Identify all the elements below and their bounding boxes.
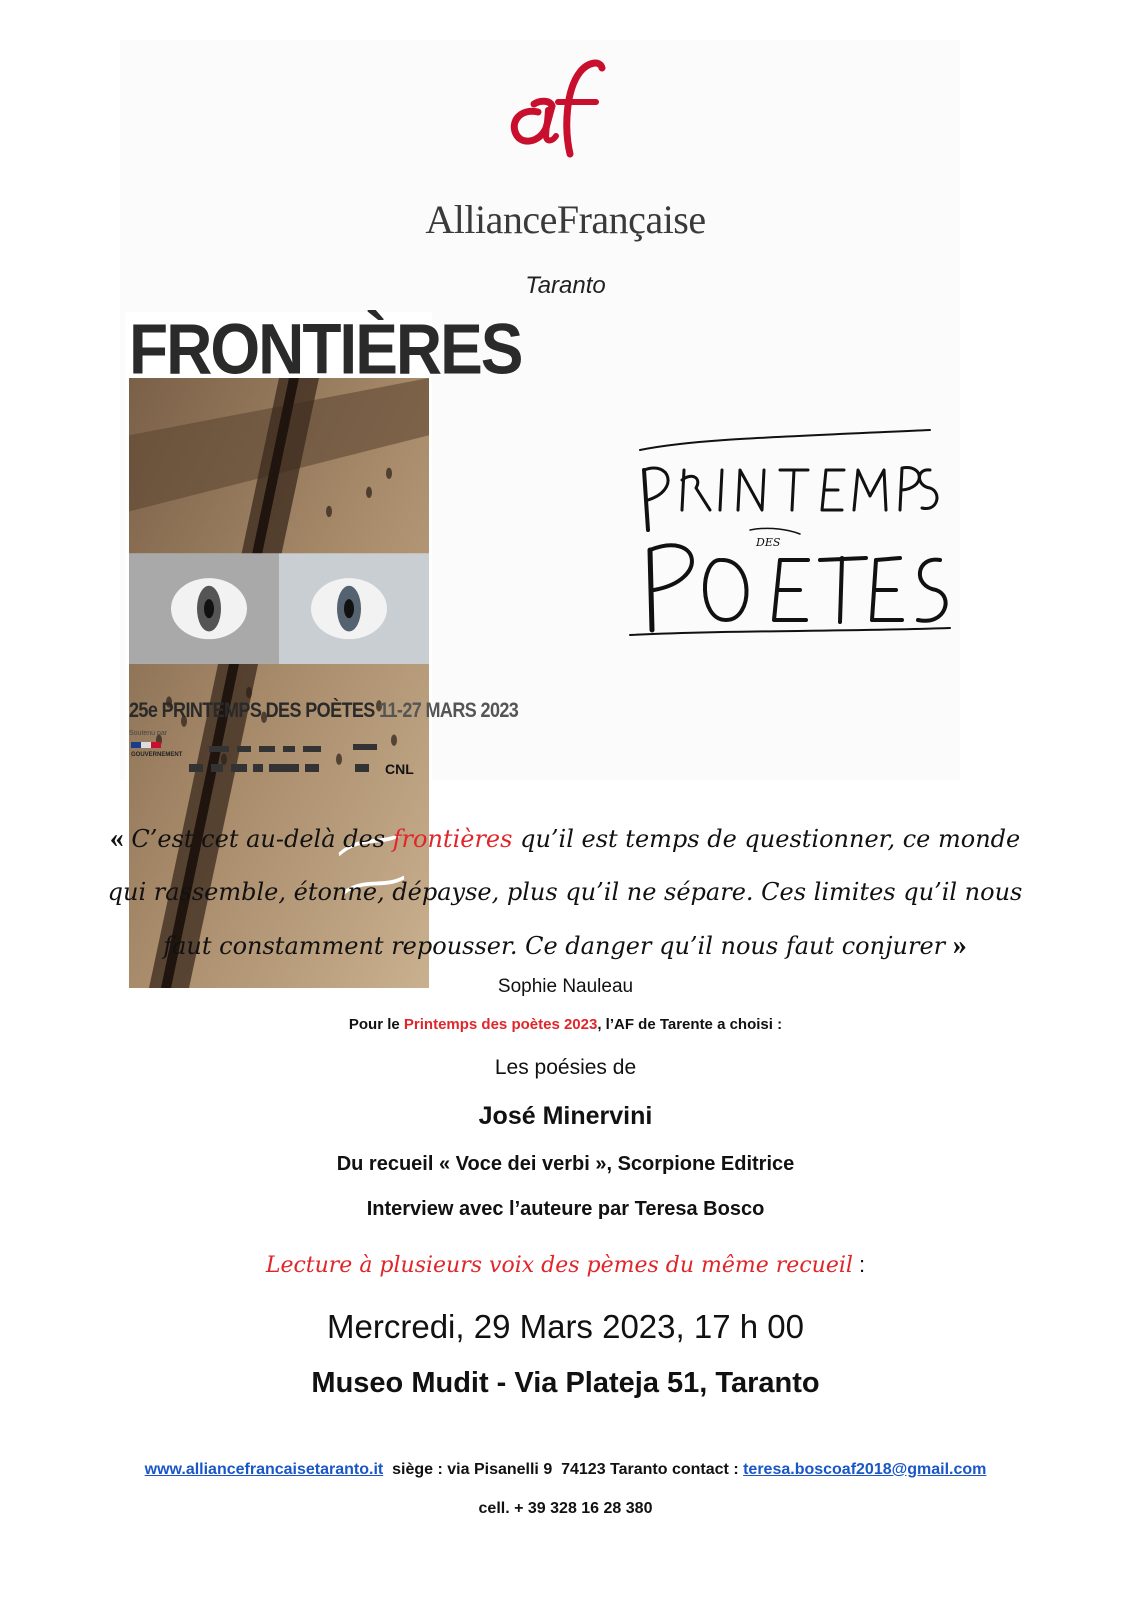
pdp-logo-des: DES — [756, 536, 781, 549]
interview-line: Interview avec l’auteure par Teresa Bosco — [366, 1198, 765, 1220]
quote-text-end: qu’il est temps de questionner, ce monde qui rassemble, étonne, dépayse, plus qu’il ne sépare. Ces limites qu’il nous faut constamment repousser. Ce danger qu’il nous faut conjurer — [107, 825, 1023, 960]
poster-edition — [129, 698, 519, 723]
poster-edition-label: 25e PRINTEMPS DES POÈTES — [129, 698, 375, 722]
alliance-francaise-logo-icon — [500, 50, 620, 160]
email-link[interactable]: teresa.boscoaf2018@gmail.com — [743, 1461, 987, 1478]
footer-address: siège : via Pisanelli 9 74123 Taranto contact : — [383, 1461, 744, 1478]
organization-city: Taranto — [525, 272, 606, 299]
reading-text: Lecture à plusieurs voix des pèmes du même recueil — [265, 1253, 853, 1278]
poster-title: FRONTIÈRES — [129, 308, 522, 390]
poesies-label: Les poésies de — [494, 1056, 637, 1079]
event-place: Museo Mudit - Via Plateja 51, Taranto — [311, 1367, 820, 1399]
event-poster — [125, 308, 522, 782]
website-link[interactable]: www.alliancefrancaisetaranto.it — [144, 1461, 384, 1478]
quote-author: Sophie Nauleau — [497, 976, 634, 997]
footer-phone: cell. + 39 328 16 28 380 — [478, 1500, 653, 1517]
footer-contact — [0, 1461, 1131, 1479]
poet-name: José Minervini — [478, 1102, 653, 1130]
quote — [90, 812, 1040, 973]
quote-close-mark: » — [952, 930, 967, 961]
organization-name: AllianceFrançaise — [425, 197, 706, 242]
reading-colon: : — [852, 1252, 866, 1277]
intro-before: Pour le — [348, 1016, 404, 1033]
intro-after: , l’AF de Tarente a choisi : — [597, 1016, 783, 1033]
event-date: Mercredi, 29 Mars 2023, 17 h 00 — [327, 1308, 804, 1345]
collection-line: Du recueil « Voce dei verbi », Scorpione Editrice — [336, 1153, 795, 1175]
intro-line — [0, 1016, 1131, 1033]
quote-text-start: C’est cet au-delà des — [131, 825, 393, 853]
sponsor-logos — [129, 740, 429, 780]
printemps-des-poetes-logo — [630, 430, 950, 640]
sponsor-gouvernement: GOUVERNEMENT — [131, 752, 183, 758]
intro-highlight: Printemps des poètes 2023 — [403, 1016, 598, 1033]
poster-supported-by: Soutenu par — [129, 730, 168, 737]
poster-dates: 11-27 MARS 2023 — [379, 698, 519, 722]
sponsor-cnl: CNL — [385, 761, 414, 777]
reading-line — [0, 1252, 1131, 1278]
quote-highlight: frontières — [392, 825, 513, 853]
quote-open-mark: « — [109, 823, 124, 854]
